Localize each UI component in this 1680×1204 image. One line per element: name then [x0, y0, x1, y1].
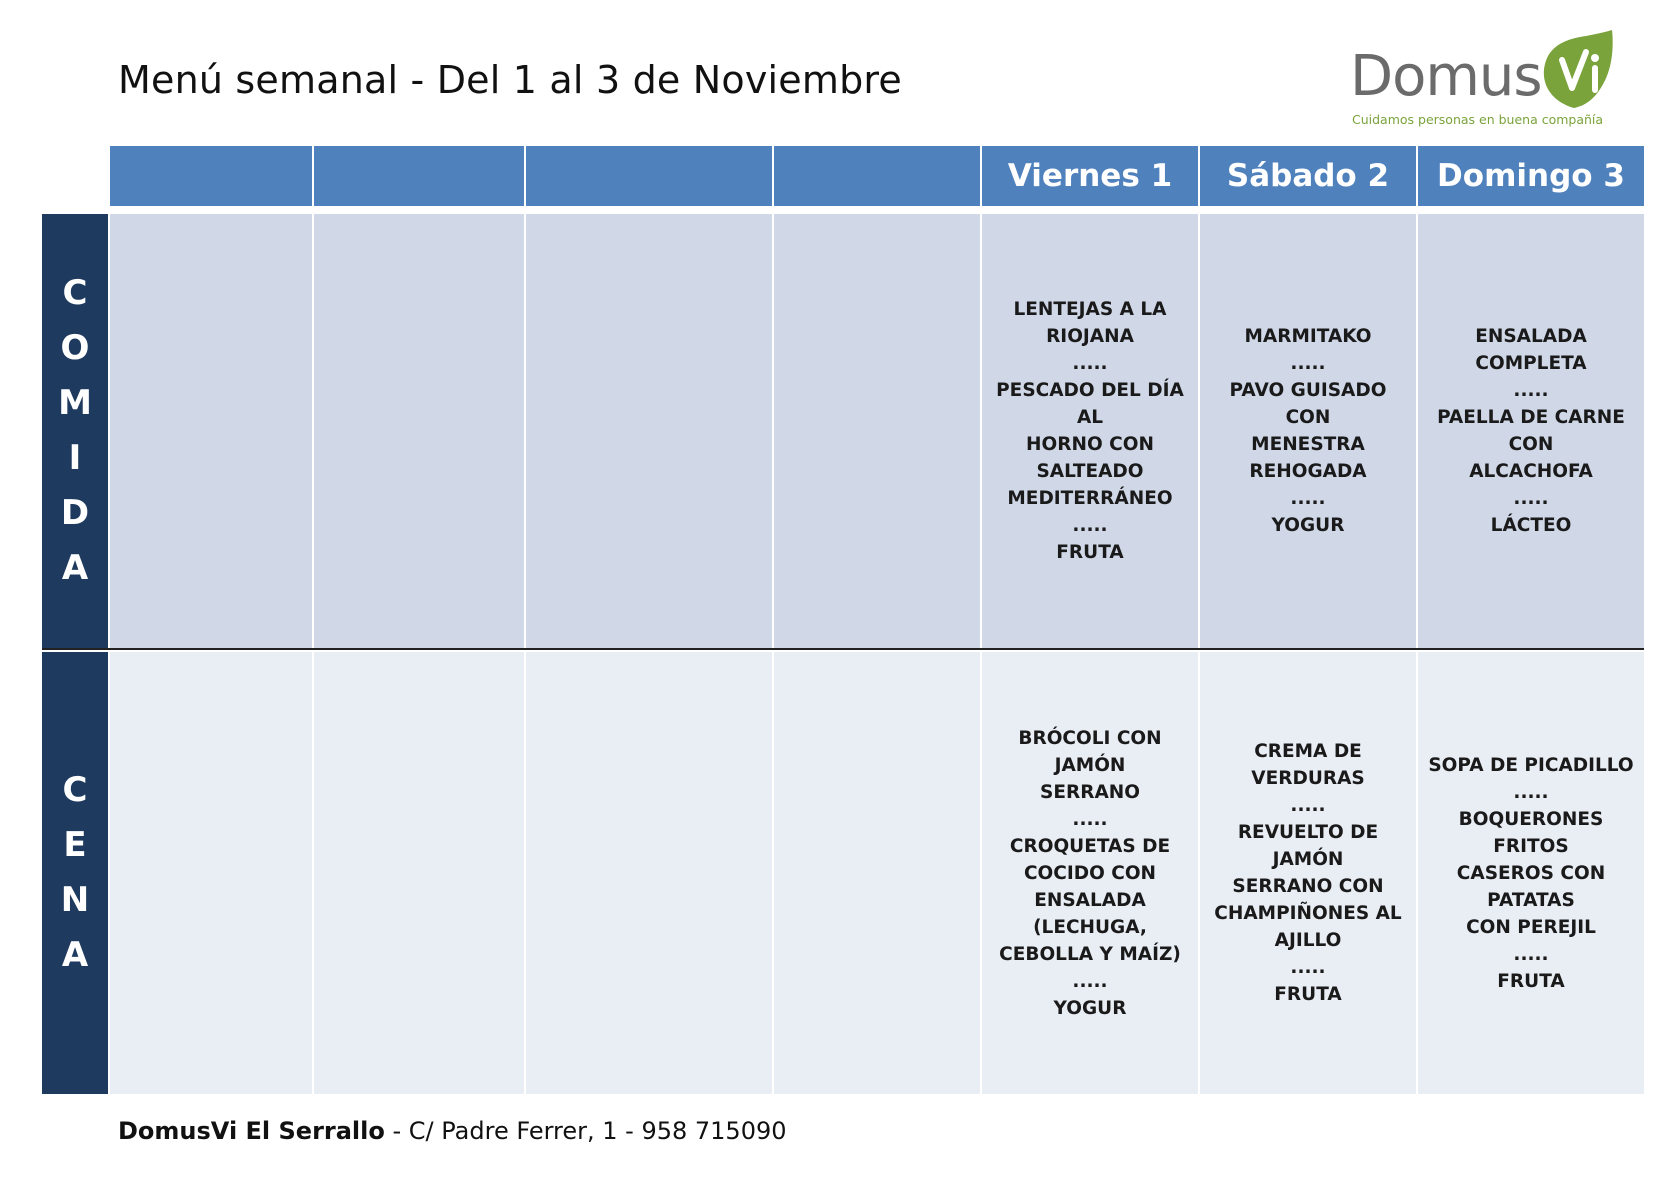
menu-cell-cena-domingo: SOPA DE PICADILLO ..... BOQUERONES FRITOS CASEROS CON PATATAS CON PEREJIL ..... FRUTA: [1418, 652, 1644, 1094]
domusvi-logo: [1350, 30, 1620, 130]
menu-cell-comida-domingo: ENSALADA COMPLETA ..... PAELLA DE CARNE CON ALCACHOFA ..... LÁCTEO: [1418, 214, 1644, 648]
footer-address: [118, 1117, 787, 1145]
column-header: [314, 146, 524, 206]
row-label-comida: C O M I D A: [42, 214, 108, 648]
menu-cell: [526, 652, 772, 1094]
menu-cell: [314, 652, 524, 1094]
menu-cell-comida-sabado: MARMITAKO ..... PAVO GUISADO CON MENESTRA REHOGADA ..... YOGUR: [1200, 214, 1416, 648]
menu-cell: [774, 652, 980, 1094]
column-header-sabado: Sábado 2: [1200, 146, 1416, 206]
menu-cell-comida-viernes: LENTEJAS A LA RIOJANA ..... PESCADO DEL DÍA AL HORNO CON SALTEADO MEDITERRÁNEO ..... FRUTA: [982, 214, 1198, 648]
logo-tagline: Cuidamos personas en buena compañía: [1352, 112, 1604, 127]
menu-cell: [526, 214, 772, 648]
menu-cell: [774, 214, 980, 648]
logo-wordmark: Domus: [1350, 44, 1542, 109]
footer-name: DomusVi El Serrallo: [118, 1117, 385, 1145]
menu-cell: [110, 214, 312, 648]
row-divider: [42, 648, 1644, 650]
column-header-domingo: Domingo 3: [1418, 146, 1644, 206]
footer-details: - C/ Padre Ferrer, 1 - 958 715090: [384, 1117, 787, 1145]
column-header-viernes: Viernes 1: [982, 146, 1198, 206]
menu-cell: [314, 214, 524, 648]
column-header: [526, 146, 772, 206]
menu-cell-cena-sabado: CREMA DE VERDURAS ..... REVUELTO DE JAMÓN SERRANO CON CHAMPIÑONES AL AJILLO ..... FRUTA: [1200, 652, 1416, 1094]
menu-cell-cena-viernes: BRÓCOLI CON JAMÓN SERRANO ..... CROQUETAS DE COCIDO CON ENSALADA (LECHUGA, CEBOLLA Y MAÍZ) ..... YOGUR: [982, 652, 1198, 1094]
leaf-logo-icon: [1532, 30, 1616, 112]
row-label-cena: C E N A: [42, 652, 108, 1094]
column-header: [110, 146, 312, 206]
page-title: Menú semanal - Del 1 al 3 de Noviembre: [118, 58, 902, 102]
column-header: [774, 146, 980, 206]
menu-cell: [110, 652, 312, 1094]
